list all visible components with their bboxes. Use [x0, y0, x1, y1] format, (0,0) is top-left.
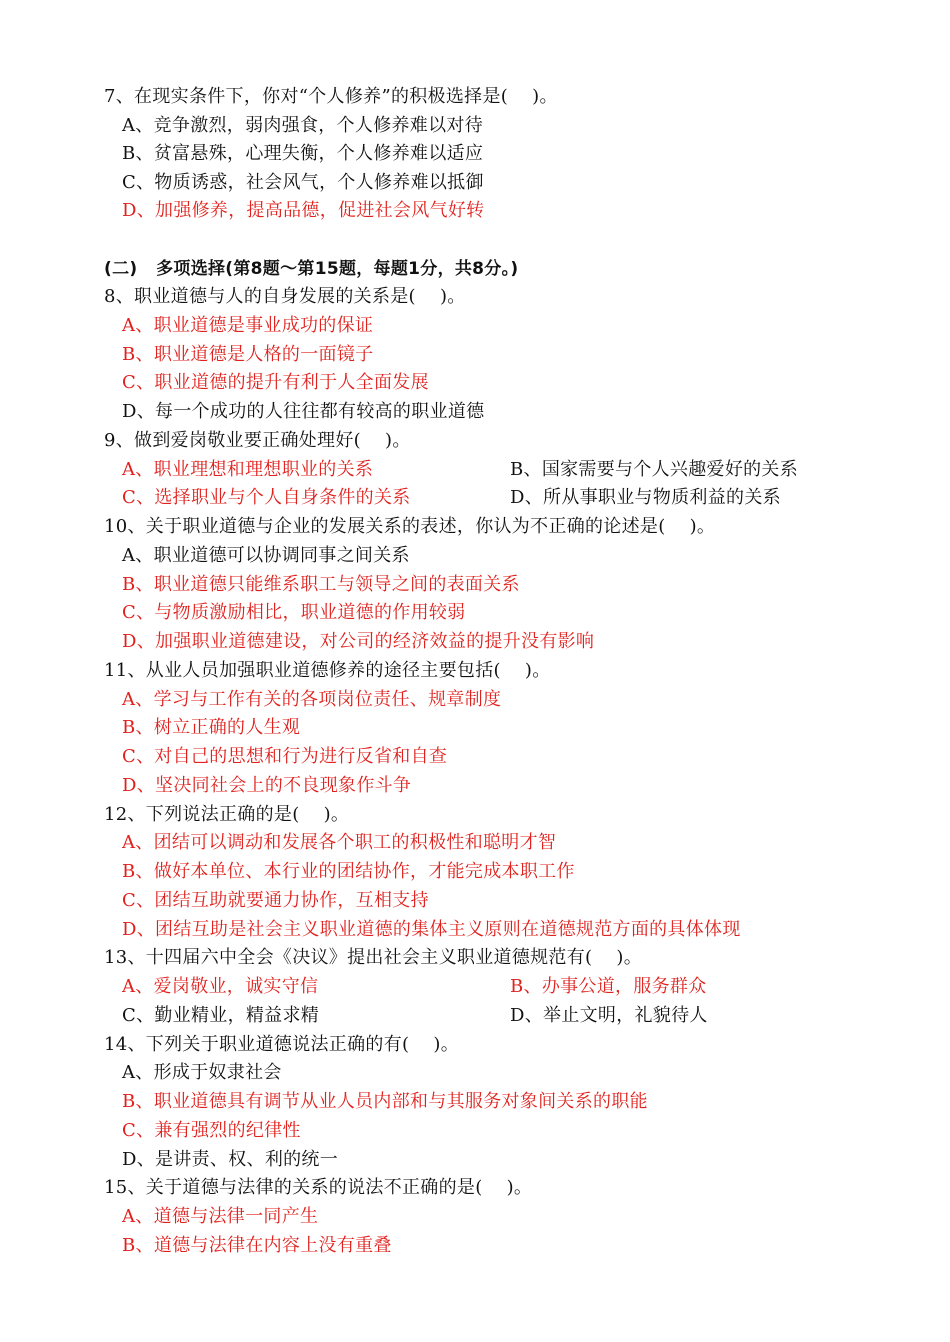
option-d: D、所从事职业与物质利益的关系: [510, 487, 781, 508]
option-c: C、勤业精业，精益求精: [122, 1005, 320, 1026]
option-a-answer: A、道德与法律一同产生: [122, 1206, 319, 1227]
option-b-answer: B、职业道德是人格的一面镜子: [122, 344, 374, 365]
option-a: A、形成于奴隶社会: [122, 1062, 282, 1083]
option-d-answer: D、加强职业道德建设，对公司的经济效益的提升没有影响: [122, 631, 595, 652]
question-stem: 12、下列说法正确的是( )。: [104, 804, 350, 825]
option-a: A、竞争激烈，弱肉强食，个人修养难以对待: [122, 115, 483, 136]
option-b-answer: B、职业道德只能维系职工与领导之间的表面关系: [122, 574, 520, 595]
question-stem: 7、在现实条件下，你对“个人修养”的积极选择是( )。: [104, 86, 558, 107]
question-stem: 9、做到爱岗敬业要正确处理好( )。: [104, 430, 411, 451]
question-stem: 11、从业人员加强职业道德修养的途径主要包括( )。: [104, 660, 551, 681]
option-d: D、是讲责、权、利的统一: [122, 1149, 339, 1170]
section-heading: (二) 多项选择(第8题～第15题，每题1分，共8分。): [104, 259, 519, 279]
option-b: B、国家需要与个人兴趣爱好的关系: [510, 459, 799, 480]
option-a-answer: A、爱岗敬业，诚实守信: [122, 976, 319, 997]
question-stem: 15、关于道德与法律的关系的说法不正确的是( )。: [104, 1177, 533, 1198]
option-d-answer: D、坚决同社会上的不良现象作斗争: [122, 775, 412, 796]
option-b-answer: B、做好本单位、本行业的团结协作，才能完成本职工作: [122, 861, 575, 882]
option-d: D、举止文明，礼貌待人: [510, 1005, 708, 1026]
option-d-answer: D、团结互助是社会主义职业道德的集体主义原则在道德规范方面的具体体现: [122, 919, 741, 940]
question-stem: 14、下列关于职业道德说法正确的有( )。: [104, 1034, 460, 1055]
option-c-answer: C、对自己的思想和行为进行反省和自查: [122, 746, 448, 767]
question-stem: 8、职业道德与人的自身发展的关系是( )。: [104, 286, 466, 307]
option-c-answer: C、选择职业与个人自身条件的关系: [122, 487, 411, 508]
option-b-answer: B、职业道德具有调节从业人员内部和与其服务对象间关系的职能: [122, 1091, 648, 1112]
option-c: C、物质诱惑，社会风气，个人修养难以抵御: [122, 172, 484, 193]
option-c-answer: C、团结互助就要通力协作，互相支持: [122, 890, 429, 911]
option-a: A、职业道德可以协调同事之间关系: [122, 545, 410, 566]
option-c-answer: C、兼有强烈的纪律性: [122, 1120, 301, 1141]
option-b-answer: B、办事公道，服务群众: [510, 976, 707, 997]
option-b: B、贫富悬殊，心理失衡，个人修养难以适应: [122, 143, 484, 164]
option-a-answer: A、职业道德是事业成功的保证: [122, 315, 374, 336]
option-d: D、每一个成功的人往往都有较高的职业道德: [122, 401, 485, 422]
option-a-answer: A、团结可以调动和发展各个职工的积极性和聪明才智: [122, 832, 557, 853]
question-stem: 10、关于职业道德与企业的发展关系的表述，你认为不正确的论述是( )。: [104, 516, 716, 537]
question-stem: 13、十四届六中全会《决议》提出社会主义职业道德规范有( )。: [104, 947, 643, 968]
option-a-answer: A、职业理想和理想职业的关系: [122, 459, 374, 480]
option-c-answer: C、职业道德的提升有利于人全面发展: [122, 372, 429, 393]
option-b-answer: B、道德与法律在内容上没有重叠: [122, 1235, 392, 1256]
option-b-answer: B、树立正确的人生观: [122, 717, 301, 738]
option-c-answer: C、与物质激励相比，职业道德的作用较弱: [122, 602, 466, 623]
option-d-answer: D、加强修养，提高品德，促进社会风气好转: [122, 200, 485, 221]
option-a-answer: A、学习与工作有关的各项岗位责任、规章制度: [122, 689, 502, 710]
